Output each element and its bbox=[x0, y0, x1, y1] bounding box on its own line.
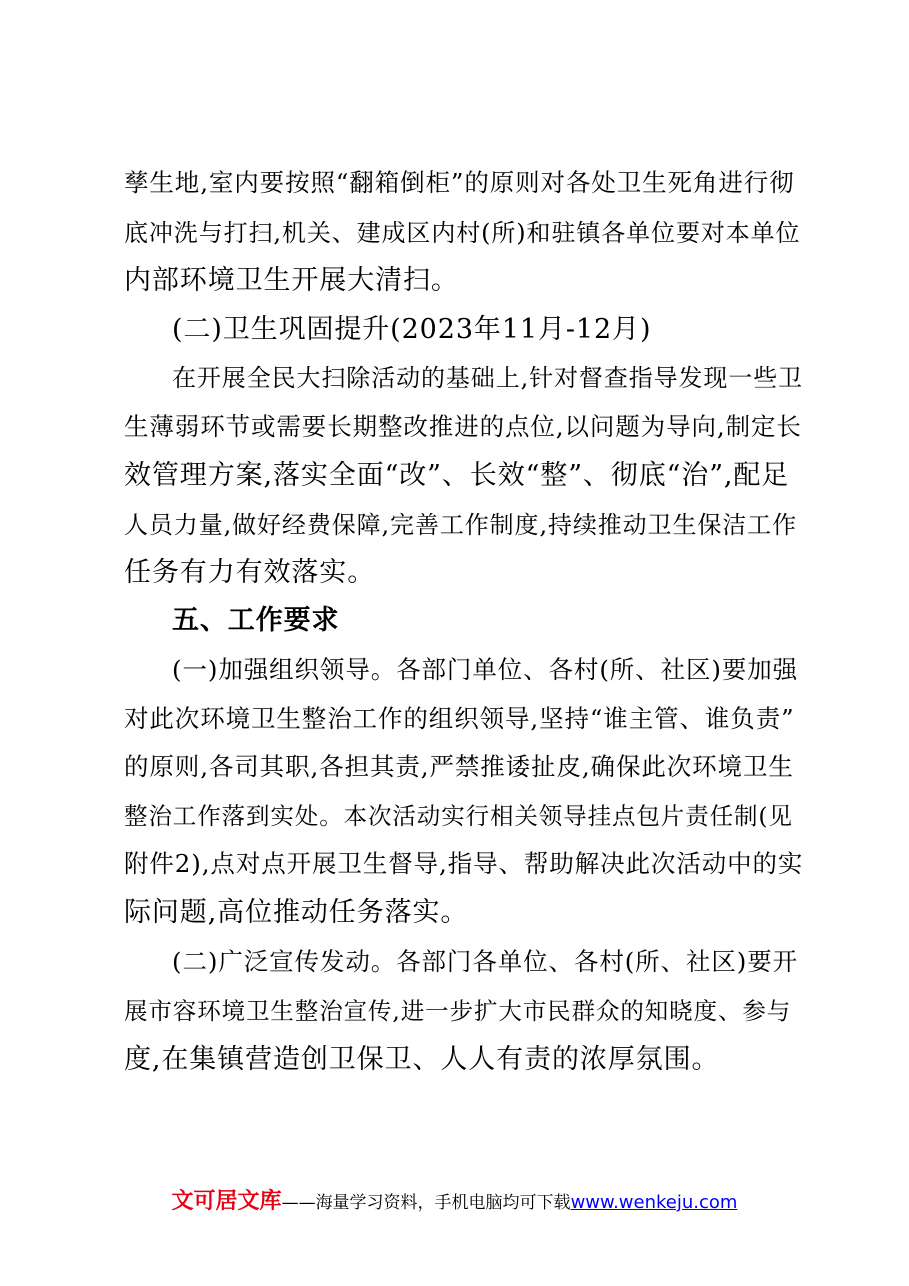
body-text-line: 整治工作落到实处。本次活动实行相关领导挂点包片责任制(见 bbox=[124, 802, 793, 830]
footer-tagline: ——海量学习资料，手机电脑均可下载 bbox=[281, 1193, 571, 1213]
body-text-line: 效管理方案,落实全面“改”、长效“整”、彻底“治”,配足 bbox=[124, 460, 790, 491]
brand-name: 文可居文库 bbox=[171, 1189, 282, 1214]
body-text-line: 底冲洗与打扫,机关、建成区内村(所)和驻镇各单位要对本单位 bbox=[124, 219, 801, 247]
section-heading: 五、工作要求 bbox=[172, 605, 340, 636]
body-text-line: 孳生地,室内要按照“翻箱倒柜”的原则对各处卫生死角进行彻 bbox=[124, 168, 795, 197]
body-text-line: 内部环境卫生开展大清扫。 bbox=[124, 265, 459, 296]
subsection-title: (二)卫生巩固提升(2023年11月-12月) bbox=[172, 314, 652, 345]
body-text-line: 度,在集镇营造创卫保卫、人人有责的浓厚氛围。 bbox=[124, 1044, 720, 1075]
body-text-line: 际问题,高位推动任务落实。 bbox=[124, 897, 469, 928]
body-text-line: 人员力量,做好经费保障,完善工作制度,持续推动卫生保洁工作 bbox=[124, 511, 797, 539]
body-text-line: 展市容环境卫生整治宣传,进一步扩大市民群众的知晓度、参与 bbox=[124, 997, 792, 1025]
footer-link[interactable]: www.wenkeju.com bbox=[570, 1192, 738, 1213]
footer-banner bbox=[0, 1184, 909, 1215]
body-text-line: (一)加强组织领导。各部门单位、各村(所、社区)要加强 bbox=[172, 655, 799, 684]
body-text-line: 任务有力有效落实。 bbox=[124, 557, 376, 588]
body-text-line: 附件2),点对点开展卫生督导,指导、帮助解决此次活动中的实 bbox=[124, 849, 804, 878]
body-text-line: (二)广泛宣传发动。各部门各单位、各村(所、社区)要开 bbox=[172, 947, 799, 976]
body-text-line: 对此次环境卫生整治工作的组织领导,坚持“谁主管、谁负责” bbox=[124, 704, 795, 733]
body-text-line: 在开展全民大扫除活动的基础上,针对督查指导发现一些卫 bbox=[172, 364, 804, 392]
body-text-line: 生薄弱环节或需要长期整改推进的点位,以问题为导向,制定长 bbox=[124, 412, 802, 441]
body-text-line: 的原则,各司其职,各担其责,严禁推诿扯皮,确保此次环境卫生 bbox=[124, 752, 794, 781]
